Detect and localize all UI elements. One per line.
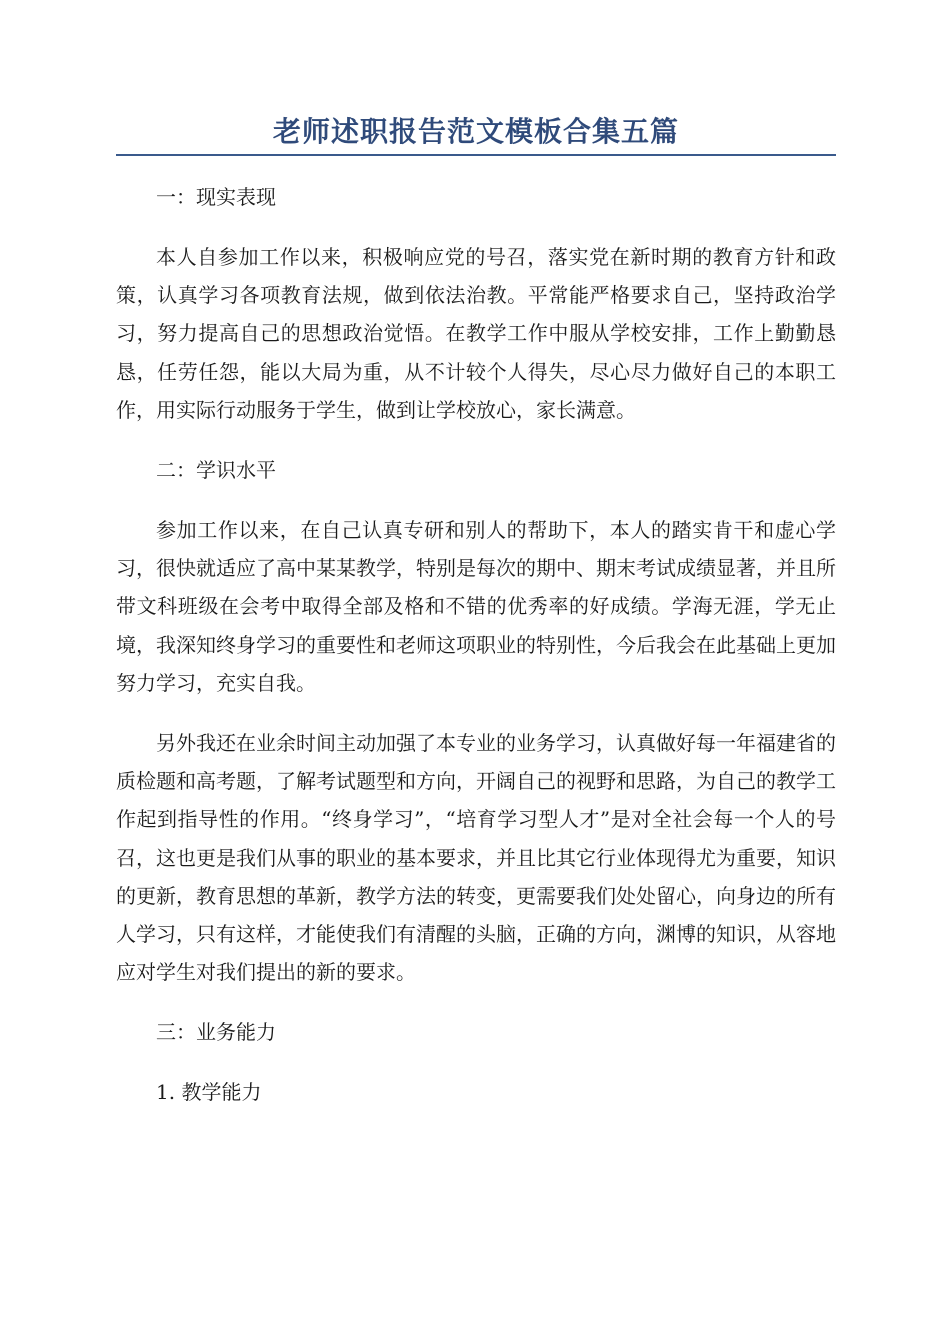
subsection-heading-1: 1. 教学能力 <box>156 1080 262 1105</box>
paragraph-3: 另外我还在业余时间主动加强了本专业的业务学习，认真做好每一年福建省的质检题和高考题，了解考试题型和方向，开阔自己的视野和思路，为自己的教学工作起到指导性的作用。“终身学习”，“培育学习型人才”是对全社会每一个人的号召，这也更是我们从事的职业的基本要求，并且比其它行业体现得尤为重要，知识的更新，教育思想的革新，教学方法的转变，更需要我们处处留心，向身边的所有人学习，只有这样，才能使我们有清醒的头脑，正确的方向，渊博的知识，从容地应对学生对我们提出的新的要求。 <box>116 731 836 985</box>
section-heading-1: 一：现实表现 <box>156 185 276 209</box>
section-heading-3: 三：业务能力 <box>156 1020 276 1045</box>
document-title: 老师述职报告范文模板合集五篇 <box>116 112 836 156</box>
paragraph-2: 参加工作以来，在自己认真专研和别人的帮助下，本人的踏实肯干和虚心学习，很快就适应了高中某某教学，特别是每次的期中、期末考试成绩显著，并且所带文科班级在会考中取得全部及格和不错的优秀率的好成绩。学海无涯，学无止境，我深知终身学习的重要性和老师这项职业的特别性，今后我会在此基础上更加努力学习，充实自我。 <box>116 518 836 695</box>
section-heading-2: 二：学识水平 <box>156 458 276 483</box>
document-body <box>116 178 836 1111</box>
document-page <box>116 112 836 1133</box>
paragraph-1: 本人自参加工作以来，积极响应党的号召，落实党在新时期的教育方针和政策，认真学习各项教育法规，做到依法治教。平常能严格要求自己，坚持政治学习，努力提高自己的思想政治觉悟。在教学工作中服从学校安排，工作上勤勤恳恳，任劳任怨，能以大局为重，从不计较个人得失，尽心尽力做好自己的本职工作，用实际行动服务于学生，做到让学校放心，家长满意。 <box>116 245 836 422</box>
